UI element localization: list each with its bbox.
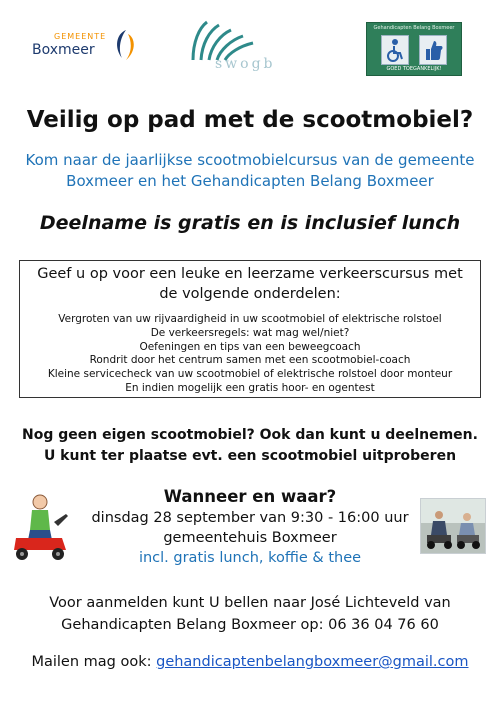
course-item: De verkeersregels: wat mag wel/niet? — [150, 326, 350, 339]
course-item: Oefeningen en tips van een beweegcoach — [139, 340, 361, 353]
logo-boxmeer-text: Boxmeer — [32, 42, 95, 58]
own-scooter-note — [0, 425, 500, 467]
event-place: gemeentehuis Boxmeer — [163, 530, 337, 546]
course-item: En indien mogelijk een gratis hoor- en ogentest — [125, 381, 375, 394]
email-link[interactable]: gehandicaptenbelangboxmeer@gmail.com — [156, 654, 469, 670]
thumbs-up-icon — [419, 35, 447, 65]
wheelchair-icon — [381, 35, 409, 65]
signup-info — [0, 592, 500, 636]
subtitle-line: Kom naar de jaarlijkse scootmobielcursus van de gemeente — [25, 151, 475, 169]
gbb-bottom-text: GOED TOEGANKELIJK! — [386, 66, 442, 72]
mail-line — [0, 654, 500, 670]
swogb-logo — [185, 20, 295, 75]
page-title: Veilig op pad met de scootmobiel? — [26, 107, 474, 133]
free-participation-line: Deelname is gratis en is inclusief lunch — [39, 212, 461, 234]
event-inclusions: incl. gratis lunch, koffie & thee — [138, 550, 362, 566]
gemeente-boxmeer-logo — [28, 26, 138, 68]
swogb-text: swogb — [215, 56, 276, 72]
logo-gemeente-text: GEMEENTE — [54, 32, 107, 41]
boxmeer-swirl-icon — [112, 28, 138, 62]
course-item: Kleine servicecheck van uw scootmobiel of elektrische rolstoel door monteur — [47, 368, 453, 381]
box-intro — [20, 264, 480, 304]
box-intro-line: de volgende onderdelen: — [159, 286, 341, 302]
when-where-title: Wanneer en waar? — [163, 487, 337, 506]
course-item: Vergroten van uw rijvaardigheid in uw scootmobiel of elektrische rolstoel — [58, 313, 442, 325]
gehandicapten-belang-logo — [366, 22, 462, 76]
signup-line: Voor aanmelden kunt U bellen naar José Lichteveld van — [49, 595, 451, 611]
course-content-box — [19, 260, 481, 398]
own-scooter-line: Nog geen eigen scootmobiel? Ook dan kunt u deelnemen. — [22, 427, 478, 443]
subtitle — [0, 150, 500, 192]
scooter-photo — [420, 498, 486, 554]
course-items-list — [20, 313, 480, 396]
box-intro-line: Geef u op voor een leuke en leerzame verkeerscursus met — [37, 266, 463, 282]
mail-prefix: Mailen mag ook: — [31, 654, 157, 670]
own-scooter-line: U kunt ter plaatse evt. een scootmobiel uitproberen — [43, 448, 457, 464]
event-date: dinsdag 28 september van 9:30 - 16:00 uur — [91, 510, 409, 526]
course-item: Rondrit door het centrum samen met een scootmobiel-coach — [89, 354, 411, 367]
subtitle-line: Boxmeer en het Gehandicapten Belang Boxmeer — [66, 172, 434, 190]
gbb-top-text: Gehandicapten Belang Boxmeer — [373, 25, 455, 31]
signup-line: Gehandicapten Belang Boxmeer op: 06 36 04 76 60 — [61, 617, 439, 633]
